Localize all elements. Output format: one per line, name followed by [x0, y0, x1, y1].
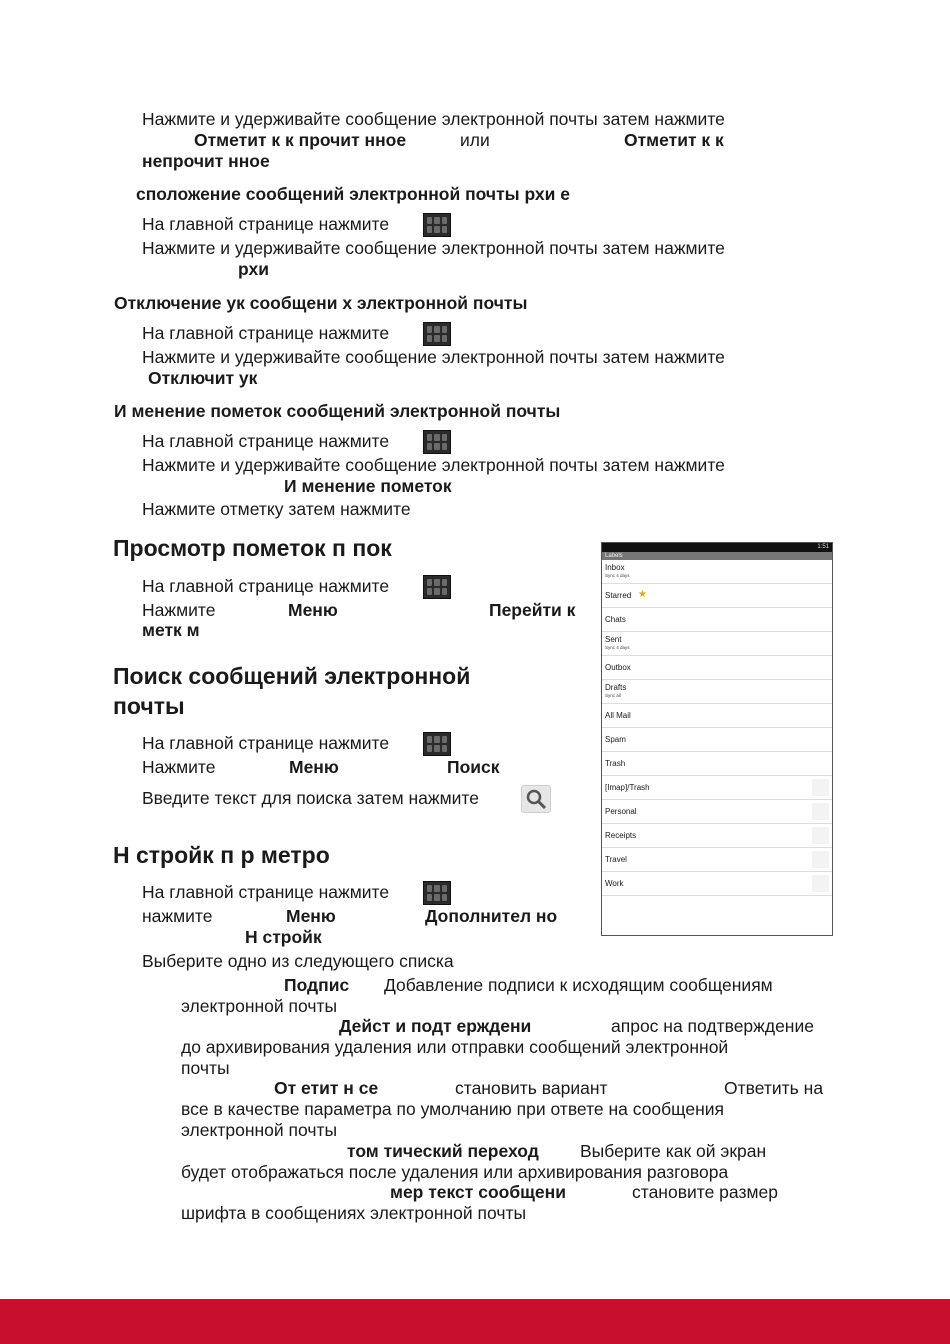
text-bold: непрочит нное — [142, 151, 270, 171]
text-line: Ответить на — [724, 1078, 824, 1098]
text-line: Нажмите и удерживайте сообщение электронной почты затем нажмите — [142, 347, 725, 367]
text-bold: Меню — [289, 757, 339, 777]
app-grid-icon — [423, 430, 451, 454]
text-bold: Дополнител но — [425, 906, 558, 926]
text-line: Нажмите отметку затем нажмите — [142, 499, 411, 519]
text-bold: метк м — [142, 620, 200, 640]
star-icon: ★ — [638, 589, 647, 600]
label-row[interactable] — [602, 800, 832, 824]
label-row[interactable] — [602, 560, 832, 584]
label-name: Drafts — [605, 683, 627, 692]
text-bold: рхи — [238, 259, 269, 279]
text-line: На главной странице нажмите — [142, 214, 390, 234]
text-line: шрифта в сообщениях электронной почты — [181, 1203, 527, 1223]
text-line: Нажмите и удерживайте сообщение электронной почты затем нажмите — [142, 455, 725, 475]
label-name: Travel — [605, 855, 627, 864]
label-name: Starred — [605, 591, 632, 600]
text-line: На главной странице нажмите — [142, 431, 390, 451]
label-name: Receipts — [605, 831, 637, 840]
text-line: почты — [181, 1058, 230, 1078]
label-checkbox[interactable] — [812, 779, 829, 796]
text-line: На главной странице нажмите — [142, 576, 390, 596]
text-line: На главной странице нажмите — [142, 882, 390, 902]
text-line: до архивирования удаления или отправки сообщений электронной — [181, 1037, 729, 1057]
section-title: Н стройк п р метро — [113, 842, 330, 868]
text-bold: Отметит к к — [624, 130, 724, 150]
text-line: На главной странице нажмите — [142, 323, 390, 343]
text-line: Выберите одно из следующего списка — [142, 951, 454, 971]
text-line: нажмите — [142, 906, 213, 926]
search-icon — [521, 785, 551, 813]
text-bold: Подпис — [284, 975, 350, 995]
label-row[interactable] — [602, 728, 832, 752]
label-checkbox[interactable] — [812, 851, 829, 868]
label-sync: Sync 4 days — [605, 645, 630, 650]
text-line: становить вариант — [455, 1078, 608, 1098]
text-bold: Отключит ук — [148, 368, 258, 388]
text-bold: том тический переход — [347, 1141, 539, 1161]
text-line: Добавление подписи к исходящим сообщениям — [384, 975, 773, 995]
label-name: Personal — [605, 807, 637, 816]
text-bold: Отметит к к прочит нное — [194, 130, 407, 150]
section-title: Поиск сообщений электронной — [113, 663, 471, 689]
text-line: или — [460, 130, 490, 150]
text-line: Нажмите — [142, 757, 216, 777]
text-bold: Н стройк — [245, 927, 322, 947]
label-row[interactable] — [602, 584, 832, 608]
label-name: Work — [605, 879, 624, 888]
label-sync: Sync 4 days — [605, 573, 630, 578]
section-heading: И менение пометок сообщений электронной почты — [114, 401, 561, 421]
label-name: Trash — [605, 759, 626, 768]
app-grid-icon — [423, 881, 451, 905]
text-bold: Перейти к — [489, 600, 576, 620]
text-line: Нажмите и удерживайте сообщение электронной почты затем нажмите — [142, 109, 725, 129]
label-sync: Sync all — [605, 693, 621, 698]
label-checkbox[interactable] — [812, 827, 829, 844]
label-name: [Imap]/Trash — [605, 783, 650, 792]
label-row[interactable] — [602, 656, 832, 680]
text-bold: Дейст и подт ерждени — [339, 1016, 532, 1036]
text-line: электронной почты — [181, 1120, 338, 1140]
label-row[interactable] — [602, 848, 832, 872]
section-heading: сположение сообщений электронной почты рхи е — [136, 184, 571, 204]
app-grid-icon — [423, 732, 451, 756]
section-title: Просмотр пометок п пок — [113, 535, 392, 561]
label-name: Sent — [605, 635, 622, 644]
status-time: 1:51 — [817, 544, 829, 550]
text-line: будет отображаться после удаления или архивирования разговора — [181, 1162, 729, 1182]
text-line: становите размер — [632, 1182, 778, 1202]
label-name: Inbox — [605, 563, 625, 572]
text-line: На главной странице нажмите — [142, 733, 390, 753]
label-list — [602, 560, 832, 896]
app-grid-icon — [423, 322, 451, 346]
label-name: Spam — [605, 735, 626, 744]
section-heading: Отключение ук сообщени х электронной почты — [114, 293, 528, 313]
text-line: апрос на подтверждение — [611, 1016, 814, 1036]
text-line: Выберите как ой экран — [580, 1141, 767, 1161]
text-line: Нажмите — [142, 600, 216, 620]
text-line: все в качестве параметра по умолчанию при ответе на сообщения — [181, 1099, 725, 1119]
label-checkbox[interactable] — [812, 875, 829, 892]
label-name: All Mail — [605, 711, 631, 720]
label-name: Outbox — [605, 663, 631, 672]
label-row[interactable] — [602, 608, 832, 632]
labels-title: Labels — [602, 552, 832, 560]
text-bold: Меню — [288, 600, 338, 620]
label-checkbox[interactable] — [812, 803, 829, 820]
label-row[interactable] — [602, 632, 832, 656]
text-bold: мер текст сообщени — [390, 1182, 566, 1202]
label-row[interactable] — [602, 680, 832, 704]
text-line: Нажмите и удерживайте сообщение электронной почты затем нажмите — [142, 238, 725, 258]
text-bold: От етит н се — [274, 1078, 379, 1098]
label-name: Chats — [605, 615, 626, 624]
app-grid-icon — [423, 213, 451, 237]
label-row[interactable] — [602, 872, 832, 896]
text-bold: И менение пометок — [284, 476, 452, 496]
label-row[interactable] — [602, 776, 832, 800]
section-title: почты — [113, 693, 185, 719]
text-bold: Поиск — [447, 757, 500, 777]
status-bar — [602, 543, 832, 552]
label-row[interactable] — [602, 824, 832, 848]
phone-screenshot — [601, 542, 833, 936]
app-grid-icon — [423, 575, 451, 599]
text-line: электронной почты — [181, 996, 338, 1016]
label-row[interactable] — [602, 704, 832, 728]
label-row[interactable] — [602, 752, 832, 776]
footer-bar — [0, 1299, 950, 1344]
text-bold: Меню — [286, 906, 336, 926]
text-line: Введите текст для поиска затем нажмите — [142, 788, 479, 808]
